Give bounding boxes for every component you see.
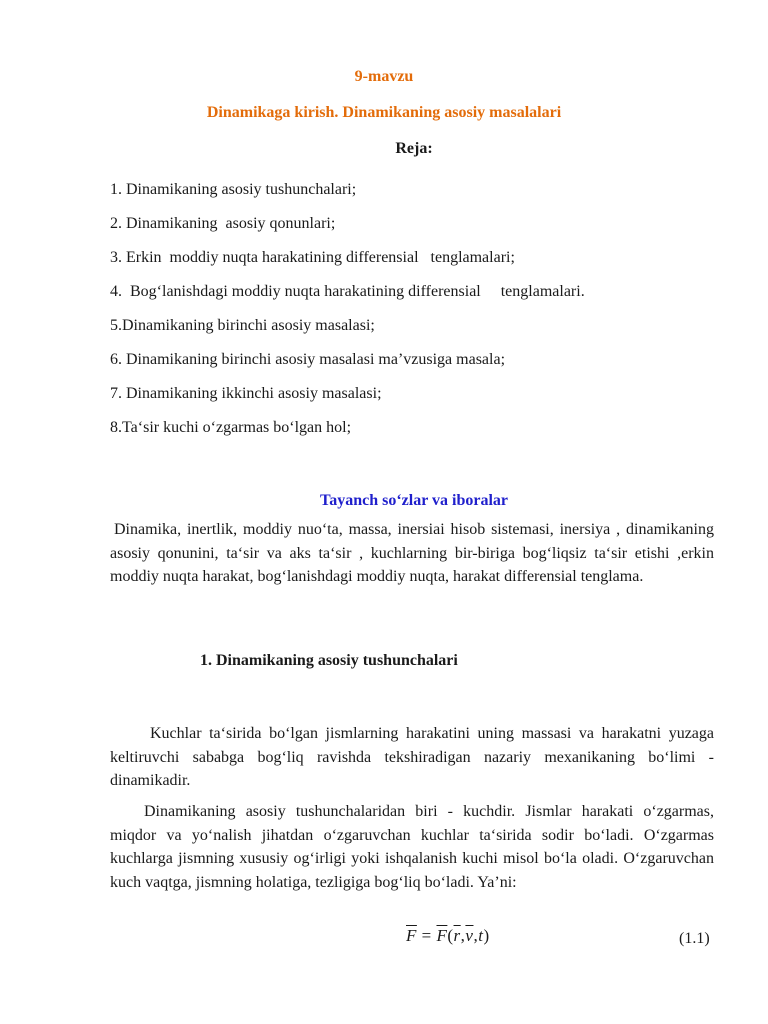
formula-lhs: $\overline{F}$ (406, 926, 417, 945)
topic-number: 9-mavzu (354, 68, 414, 85)
plan-item: 5.Dinamikaning birinchi asosiy masalasi; (110, 317, 375, 334)
keywords-paragraph: Dinamika, inertlik, moddiy nuo‘ta, massa, inersiai hisob sistemasi, inersiya , dinamikaning asosiy qonunini, ta‘sir va aks ta‘sir , kuchlarning bir-biriga bog‘liqsiz ta‘sir etishi ,erkin moddiy nuqta harakat, bog‘lanishdagi moddiy nuqta, harakat differensial tenglama. (110, 521, 714, 585)
formula-close-paren: ) (483, 926, 490, 945)
formula-equals: = (416, 926, 437, 945)
plan-list (110, 180, 585, 452)
formula-arg-r: $\overline{r}$ (453, 926, 461, 945)
plan-item: 2. Dinamikaning asosiy qonunlari; (110, 215, 336, 232)
formula (406, 926, 490, 946)
formula-arg-t: t (478, 926, 484, 945)
plan-item: 3. Erkin moddiy nuqta harakatining differensial tenglamalari; (110, 249, 515, 266)
formula-open-paren: ( (447, 926, 454, 945)
formula-sep: , (460, 926, 466, 945)
plan-item: 7. Dinamikaning ikkinchi asosiy masalasi; (110, 385, 382, 402)
force-paragraph: Dinamikaning asosiy tushunchalaridan biri - kuchdir. Jismlar harakati o‘zgarmas, miqdor va yo‘nalish jihatdan o‘zgaruvchan kuchlar ta‘sirida sodir bo‘ladi. O‘zgarmas kuchlarga jismning xususiy og‘irligi yoki ishqalanish kuchi misol bo‘la oladi. O‘zgaruvchan kuch vaqtga, jismning holatiga, tezligiga bog‘liq bo‘ladi. Ya’ni: (110, 803, 714, 891)
formula-sep: , (473, 926, 479, 945)
equation-number: (1.1) (679, 930, 710, 947)
section-heading: 1. Dinamikaning asosiy tushunchalari (200, 652, 458, 669)
plan-item: 4. Bog‘lanishdagi moddiy nuqta harakatining differensial tenglamalari. (110, 283, 585, 300)
page-title: Dinamikaga kirish. Dinamikaning asosiy masalalari (206, 104, 562, 121)
definition-paragraph: Kuchlar ta‘sirida bo‘lgan jismlarning harakatini uning massasi va harakatni yuzaga keltiruvchi sababga bog‘liq ravishda tekshiradigan nazariy mexanikaning bo‘limi - dinamikadir. (110, 725, 714, 789)
plan-item: 8.Ta‘sir kuchi o‘zgarmas bo‘lgan hol; (110, 419, 352, 436)
formula-function: $\overline{F}$ (436, 926, 448, 945)
plan-label: Reja: (395, 140, 433, 157)
plan-item: 1. Dinamikaning asosiy tushunchalari; (110, 181, 357, 198)
plan-item: 6. Dinamikaning birinchi asosiy masalasi ma’vzusiga masala; (110, 351, 506, 368)
keywords-heading: Tayanch so‘zlar va iboralar (319, 492, 508, 509)
formula-arg-v: $\overline{v}$ (465, 926, 474, 945)
